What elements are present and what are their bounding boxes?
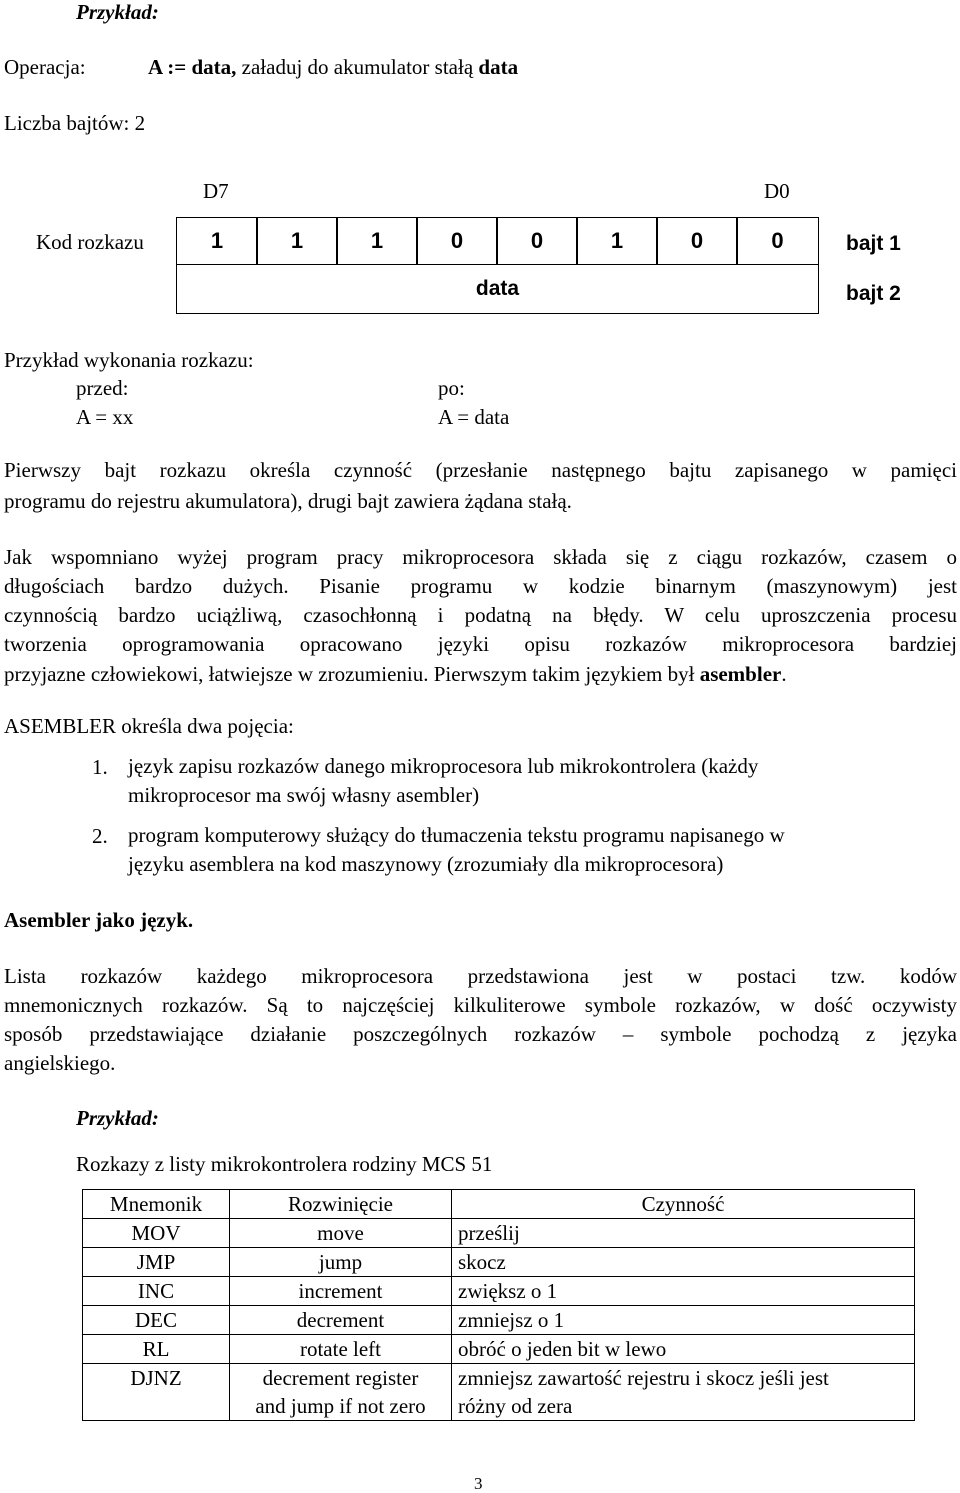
bit-cell: 1 xyxy=(576,217,658,265)
asembler-definition xyxy=(4,716,294,737)
table-header-row xyxy=(83,1190,915,1219)
bit-cell: 1 xyxy=(336,217,418,265)
bit-cell: 0 xyxy=(496,217,578,265)
table-row xyxy=(83,1364,915,1421)
cell-line: and jump if not zero xyxy=(255,1394,426,1418)
paragraph-3-line: angielskiego. xyxy=(4,1051,116,1075)
example-heading: Przykład: xyxy=(76,0,159,24)
paragraph-2-text: przyjazne człowiekowi, łatwiejsze w zrozumieniu. Pierwszym takim językiem był xyxy=(4,662,700,686)
cell-expansion: move xyxy=(230,1219,452,1248)
table-row xyxy=(83,1306,915,1335)
operation-label: Operacja: xyxy=(4,55,86,79)
table-row xyxy=(83,1277,915,1306)
cell-expansion: jump xyxy=(230,1248,452,1277)
cell-mnemonic: JMP xyxy=(83,1248,230,1277)
asembler-term: asembler xyxy=(699,662,782,686)
cell-expansion: decrement xyxy=(230,1306,452,1335)
cell-action: skocz xyxy=(452,1248,915,1277)
table-row xyxy=(83,1248,915,1277)
opcode-diagram xyxy=(176,217,819,317)
after-label: po: xyxy=(438,376,465,400)
table-row xyxy=(83,1335,915,1364)
example-2-heading: Przykład: xyxy=(76,1106,159,1130)
list-item-line: język zapisu rozkazów danego mikroprocesora lub mikrokontrolera (każdy xyxy=(128,754,759,778)
cell-action: prześlij xyxy=(452,1219,915,1248)
list-item xyxy=(128,752,758,810)
operation-text: załaduj do akumulator stałą xyxy=(236,55,479,79)
paragraph-3-line: Lista rozkazów każdego mikroprocesora przedstawiona jest w postaci tzw. kodów xyxy=(4,964,957,988)
bit-label-d7: D7 xyxy=(203,179,229,203)
list-item-line: program komputerowy służący do tłumaczenia tekstu programu napisanego w xyxy=(128,823,785,847)
before-label: przed: xyxy=(76,376,129,400)
cell-action: zwiększ o 1 xyxy=(452,1277,915,1306)
cell-line: różny od zera xyxy=(458,1394,573,1418)
bit-label-d0: D0 xyxy=(764,179,790,203)
operation-code: A := data, xyxy=(148,55,237,79)
bit-cell: 0 xyxy=(416,217,498,265)
paragraph-2-line: długościach bardzo dużych. Pisanie programu w kodzie binarnym (maszynowym) jest xyxy=(4,574,957,598)
paragraph-3-line: sposób przedstawiające działanie poszczególnych rozkazów – symbole pochodzą z języka xyxy=(4,1022,957,1046)
cell-expansion xyxy=(230,1364,452,1421)
before-value: A = xx xyxy=(76,405,134,429)
table-caption: Rozkazy z listy mikrokontrolera rodziny MCS 51 xyxy=(76,1152,493,1176)
bit-cell: 0 xyxy=(736,217,819,265)
cell-action xyxy=(452,1364,915,1421)
cell-mnemonic: DJNZ xyxy=(83,1364,230,1421)
page-number: 3 xyxy=(474,1474,483,1493)
asembler-definition-text: określa dwa pojęcia: xyxy=(116,714,294,738)
cell-line: decrement register xyxy=(262,1366,419,1390)
cell-mnemonic: DEC xyxy=(83,1306,230,1335)
paragraph-2-line: czynnością bardzo uciążliwą, czasochłonną i podatną na błędy. W celu uproszczenia procesu xyxy=(4,603,957,627)
section-heading: Asembler jako język. xyxy=(4,908,194,932)
list-number: 1. xyxy=(92,755,108,779)
list-item-line: języku asemblera na kod maszynowy (zrozumiały dla mikroprocesora) xyxy=(128,852,724,876)
list-item-line: mikroprocesor ma swój własny asembler) xyxy=(128,783,480,807)
table-row xyxy=(83,1219,915,1248)
cell-mnemonic: INC xyxy=(83,1277,230,1306)
byte-count: Liczba bajtów: 2 xyxy=(4,111,146,135)
paragraph-1-line: programu do rejestru akumulatora), drugi bajt zawiera żądana stałą. xyxy=(4,489,572,513)
paragraph-2-line: tworzenia oprogramowania opracowano języki opisu rozkazów mikroprocesora bardziej xyxy=(4,632,957,656)
paragraph-2-line: Jak wspomniano wyżej program pracy mikroprocesora składa się z ciągu rozkazów, czasem o xyxy=(4,545,957,569)
paragraph-2-period: . xyxy=(781,662,787,686)
data-cell: data xyxy=(176,264,819,314)
cell-mnemonic: RL xyxy=(83,1335,230,1364)
byte1-label: bajt 1 xyxy=(846,232,901,255)
paragraph-1-line: Pierwszy bajt rozkazu określa czynność (przesłanie następnego bajtu zapisanego w pamięci xyxy=(4,458,957,482)
header-action: Czynność xyxy=(452,1190,915,1219)
cell-mnemonic: MOV xyxy=(83,1219,230,1248)
paragraph-2-last-line xyxy=(4,664,787,685)
execution-title: Przykład wykonania rozkazu: xyxy=(4,348,254,372)
header-mnemonic: Mnemonik xyxy=(83,1190,230,1219)
cell-action: zmniejsz o 1 xyxy=(452,1306,915,1335)
cell-expansion: rotate left xyxy=(230,1335,452,1364)
bit-cell: 1 xyxy=(256,217,338,265)
asembler-term-caps: ASEMBLER xyxy=(4,714,117,738)
after-value: A = data xyxy=(438,405,510,429)
cell-action: obróć o jeden bit w lewo xyxy=(452,1335,915,1364)
cell-line: zmniejsz zawartość rejestru i skocz jeśli jest xyxy=(458,1366,829,1390)
list-item xyxy=(128,821,785,879)
instruction-table xyxy=(82,1189,915,1421)
byte2-label: bajt 2 xyxy=(846,282,901,305)
bit-cell: 0 xyxy=(656,217,738,265)
list-number: 2. xyxy=(92,824,108,848)
opcode-label: Kod rozkazu xyxy=(36,230,144,254)
bit-cell: 1 xyxy=(176,217,258,265)
operation-description xyxy=(148,57,518,78)
paragraph-3-line: mnemonicznych rozkazów. Są to najczęściej kilkuliterowe symbole rozkazów, w dość oczywisty xyxy=(4,993,957,1017)
operation-operand: data xyxy=(478,55,519,79)
cell-expansion: increment xyxy=(230,1277,452,1306)
header-expansion: Rozwinięcie xyxy=(230,1190,452,1219)
